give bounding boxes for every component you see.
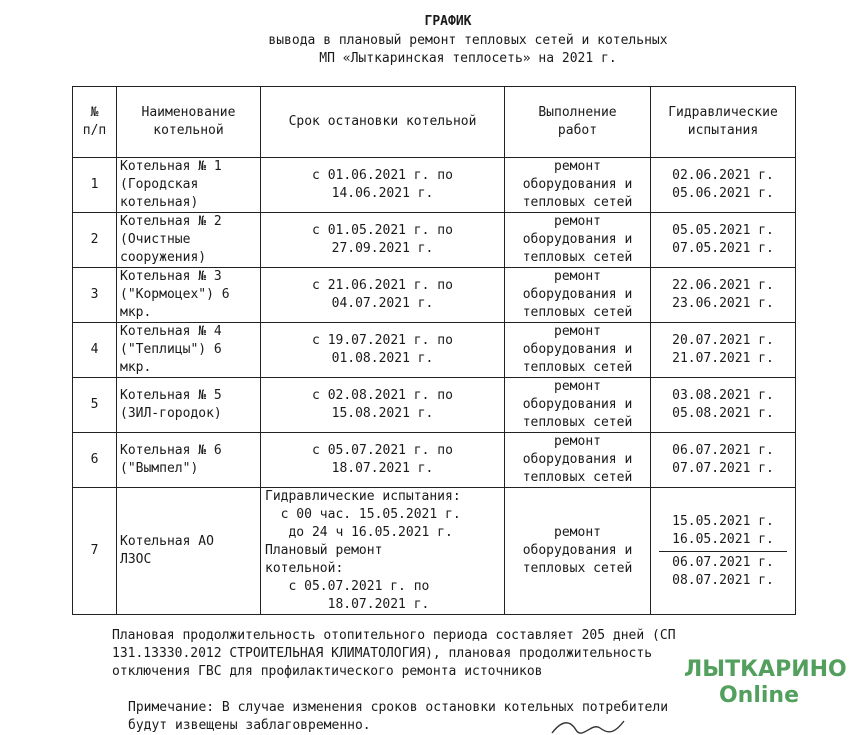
row-work: ремонт оборудования и тепловых сетей [505,213,651,268]
table-row [73,488,796,615]
header-period: Срок остановки котельной [261,87,505,158]
row-name: Котельная АО ЛЗОС [117,488,261,615]
row-work: ремонт оборудования и тепловых сетей [505,268,651,323]
row-period: с 05.07.2021 г. по 18.07.2021 г. [261,433,505,488]
note-line: отключения ГВС для профилактического ремонта источников [112,664,543,679]
row-name: Котельная № 5 (ЗИЛ-городок) [117,378,261,433]
note-line: будут извещены заблаговременно. [128,718,371,733]
document-subtitle-line1: вывода в плановый ремонт тепловых сетей и котельных [268,33,668,48]
row-tests: 03.08.2021 г. 05.08.2021 г. [651,378,796,433]
table-header-row [73,87,796,158]
row-tests: 05.05.2021 г. 07.05.2021 г. [651,213,796,268]
row-work: ремонт оборудования и тепловых сетей [505,488,651,615]
row-work: ремонт оборудования и тепловых сетей [505,323,651,378]
header-tests: Гидравлические испытания [651,87,796,158]
tests-repair-dates: 06.07.2021 г. 08.07.2021 г. [672,554,774,588]
table-row [73,378,796,433]
row-tests: 20.07.2021 г. 21.07.2021 г. [651,323,796,378]
row-name: Котельная № 1 (Городская котельная) [117,158,261,213]
row-work: ремонт оборудования и тепловых сетей [505,433,651,488]
row-name: Котельная № 4 ("Теплицы") 6 мкр. [117,323,261,378]
row-period: с 01.06.2021 г. по 14.06.2021 г. [261,158,505,213]
table-row [73,158,796,213]
schedule-table [72,86,796,615]
row-num: 7 [73,488,117,615]
table-row [73,433,796,488]
row-period: с 02.08.2021 г. по 15.08.2021 г. [261,378,505,433]
row-tests: 02.06.2021 г. 05.06.2021 г. [651,158,796,213]
divider [659,551,787,552]
watermark-line1: ЛЫТКАРИНО [684,657,847,682]
row-period: Гидравлические испытания: с 00 час. 15.05.2021 г. до 24 ч 16.05.2021 г. Плановый ремонт котельной: с 05.07.2021 г. по 18.07.2021 г. [261,488,505,615]
document-subtitle-line2: МП «Лыткаринская теплосеть» на 2021 г. [319,51,617,66]
row-period: с 19.07.2021 г. по 01.08.2021 г. [261,323,505,378]
row-name: Котельная № 6 ("Вымпел") [117,433,261,488]
table-row [73,213,796,268]
signature-mark [548,718,628,735]
header-work: Выполнение работ [505,87,651,158]
note-line: Примечание: В случае изменения сроков остановки котельных потребители [128,700,669,715]
row-period: с 01.05.2021 г. по 27.09.2021 г. [261,213,505,268]
tests-hydraulic-dates: 15.05.2021 г. 16.05.2021 г. [672,513,774,547]
document-title: ГРАФИК [424,14,472,29]
row-num: 6 [73,433,117,488]
row-num: 1 [73,158,117,213]
table-row [73,268,796,323]
table-row [73,323,796,378]
note-line: 131.13330.2012 СТРОИТЕЛЬНАЯ КЛИМАТОЛОГИЯ), плановая продолжительность [112,646,653,661]
row-num: 5 [73,378,117,433]
note-line: Плановая продолжительность отопительного периода составляет 205 дней (СП [112,628,676,643]
row-num: 3 [73,268,117,323]
row-tests: 22.06.2021 г. 23.06.2021 г. [651,268,796,323]
header-name: Наименование котельной [117,87,261,158]
row-tests [651,488,796,615]
row-period: с 21.06.2021 г. по 04.07.2021 г. [261,268,505,323]
header-num: № п/п [73,87,117,158]
row-tests: 06.07.2021 г. 07.07.2021 г. [651,433,796,488]
row-name: Котельная № 2 (Очистные сооружения) [117,213,261,268]
row-name: Котельная № 3 ("Кормоцех") 6 мкр. [117,268,261,323]
row-num: 2 [73,213,117,268]
row-work: ремонт оборудования и тепловых сетей [505,158,651,213]
row-work: ремонт оборудования и тепловых сетей [505,378,651,433]
watermark-logo [684,657,847,709]
row-num: 4 [73,323,117,378]
watermark-line2: Online [718,683,800,708]
